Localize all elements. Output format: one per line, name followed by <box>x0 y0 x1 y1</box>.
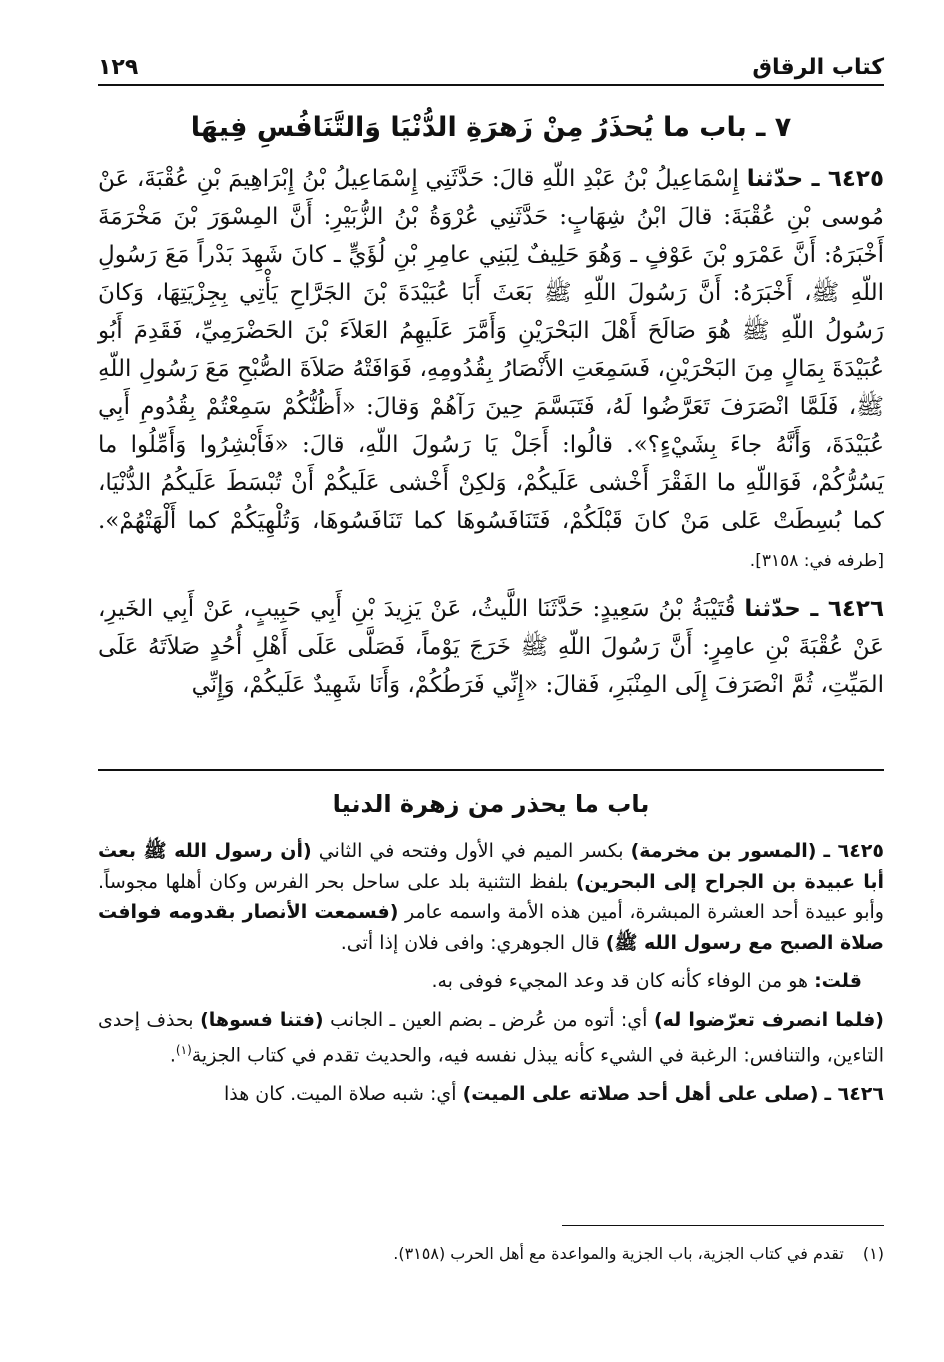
commentary-text: أي: شبه صلاة الميت. كان هذا <box>224 1082 463 1105</box>
commentary-paragraph <box>98 1005 884 1071</box>
commentary-text: بكسر الميم في الأول وفتحه في الثاني <box>311 840 631 862</box>
commentary-text: أي: أتوه من عُرض ـ بضم العين ـ الجانب <box>323 1008 654 1031</box>
footnote-text: تقدم في كتاب الجزية، باب الجزية والمواعدة مع أهل الحرب (٣١٥٨). <box>393 1244 844 1263</box>
commentary-paragraph <box>98 1079 884 1110</box>
commentary-text: بحذف إحدى التاءين، والتنافس: الرغبة في الشيء كأنه يبذل نفسه فيه، والحديث تقدم في كتاب الجزية <box>98 1008 884 1067</box>
commentary <box>98 784 884 1117</box>
commentary-text: هو من الوفاء كأنه كان قد وعد المجيء فوفى به. <box>431 970 815 992</box>
hadith-number: ٦٤٢٦ ـ حدّثنا <box>744 596 884 622</box>
quoted-term: (المسور بن مخرمة) <box>630 840 817 862</box>
cross-reference: [طرفه في: ٣١٥٨]. <box>749 551 884 571</box>
note-label: قلت: <box>814 970 862 992</box>
quoted-term: (فسمعت الأنصار بقدومه فوافت صلاة الصبح مع رسول الله ﷺ) <box>98 901 884 954</box>
entry-number: ٦٤٢٥ ـ <box>823 840 884 862</box>
footnote-marker: (١) <box>862 1244 884 1263</box>
running-title: كتاب الرقاق <box>752 55 884 80</box>
hadith-text: إِسْمَاعِيلُ بْنُ عَبْدِ اللّهِ قالَ: حَدَّثَنِي إِسْمَاعِيلُ بْنُ إِبْرَاهِيمَ بْنِ عُقْبَةَ، عَنْ مُوسى بْنِ عُقْبَةَ: قالَ ابْنُ شِهَابٍ: حَدَّثَنِي عُرْوَةُ بْنُ الزُّبَيْرِ: أَنَّ المِسْوَرَ بْنَ مَخْرَمَةَ أَخْبَرَهُ: أَنَّ عَمْرَو بْنَ عَوْفٍ ـ وَهُوَ حَلِيفٌ لِبَنِي عامِرِ بْنِ لُؤَيٍّ ـ كانَ شَهِدَ بَدْراً مَعَ رَسُولِ اللّهِ ﷺ، أَخْبَرَهُ: أَنَّ رَسُولَ اللّهِ ﷺ بَعَثَ أَبَا عُبَيْدَةَ بْنَ الجَرَّاحِ يَأْتِي بِجِزْيَتِهَا، وَكانَ رَسُولُ اللّهِ ﷺ هُوَ صَالَحَ أَهْلَ البَحْرَيْنِ وَأَمَّرَ عَلَيهِمُ العَلاَءَ بْنَ الحَضْرَمِيِّ، فَقَدِمَ أَبُو عُبَيْدَةَ بِمَالٍ مِنَ البَحْرَيْنِ، فَسَمِعَتِ الأَنْصَارُ بِقُدُومِهِ، فَوَافَتْهُ صَلاَةَ الصُّبْحِ مَعَ رَسُولِ اللّهِ ﷺ، فَلَمَّا انْصَرَفَ تَعَرَّضُوا لَهُ، فَتَبَسَّمَ حِينَ رَآهُمْ وَقالَ: «أَظُنُّكُمْ سَمِعْتُمْ بِقُدُومِ أَبِي عُبَيْدَةَ، وَأَنَّهُ جاءَ بِشَيْءٍ؟». قالُوا: أَجَلْ يَا رَسُولَ اللّهِ، قالَ: «فَأَبْشِرُوا وَأَمِّلُوا ما يَسُرُّكُمْ، فَوَاللّهِ ما الفَقْرَ أَخْشى عَلَيكُمْ، وَلكِنْ أَخْشى عَلَيكُمْ أَنْ تُبْسَطَ عَلَيكُمُ الدُّنْيَا، كما بُسِطَتْ عَلى مَنْ كانَ قَبْلَكُمْ، فَتَنَافَسُوهَا كما تَنَافَسُوهَا، وَتُلْهِيَكُمْ كما أَلْهَتْهُمْ». <box>98 166 884 534</box>
page-number: ١٢٩ <box>98 55 139 80</box>
quoted-term: (أن رسول الله ﷺ بعث أبا عبيدة بن الجراح إلى البحرين) <box>98 840 884 893</box>
footnote <box>98 1241 884 1267</box>
footnote-rule <box>562 1225 884 1226</box>
entry-number: ٦٤٢٦ ـ <box>824 1082 884 1105</box>
hadith-number: ٦٤٢٥ ـ حدّثنا <box>746 166 884 192</box>
quoted-term: (فلما انصرف تعرّضوا له) <box>653 1008 884 1031</box>
section-divider <box>98 769 884 771</box>
main-text <box>98 100 884 714</box>
commentary-text: قال الجوهري: وافى فلان إذا أتى. <box>340 931 606 954</box>
commentary-paragraph <box>98 966 884 997</box>
quoted-term: (صلى على أهل أحد صلاته على الميت) <box>462 1082 819 1105</box>
commentary-text: بلفظ التثنية بلد على ساحل بحر الفرس وكان أهلها مجوساً. وأبو عبيدة أحد العشرة المبشرة، أمين هذه الأمة واسمه عامر <box>98 870 884 923</box>
page-header <box>98 46 884 86</box>
commentary-text: . <box>169 1044 176 1067</box>
commentary-heading: باب ما يحذر من زهرة الدنيا <box>332 790 650 818</box>
footnote-reference[interactable]: (١) <box>175 1043 192 1057</box>
hadith-text: قُتَيْبَةُ بْنُ سَعِيدٍ: حَدَّثَنَا اللَّيثُ، عَنْ يَزِيدَ بْنِ أَبِي حَبِيبٍ، عَنْ أَبِي الخَيرِ، عَنْ عُقْبَةَ بْنِ عامِرٍ: أَنَّ رَسُولَ اللّهِ ﷺ خَرَجَ يَوْماً، فَصَلَّى عَلَى أَهْلِ أُحُدٍ صَلاَتَهُ عَلَى المَيِّتِ، ثُمَّ انْصَرَفَ إِلَى المِنْبَرِ، فَقالَ: «إِنِّي فَرَطُكُمْ، وَأَنَا شَهِيدٌ عَلَيكُمْ، وَإِنِّي <box>98 596 884 698</box>
hadith-6426 <box>98 590 884 704</box>
quoted-term: (فتنا فسوها) <box>200 1008 324 1031</box>
hadith-6425 <box>98 160 884 580</box>
commentary-paragraph <box>98 836 884 958</box>
chapter-heading: ٧ ـ باب ما يُحذَرُ مِنْ زَهرَةِ الدُّنْيَا وَالتَّنَافُسِ فِيهَا <box>190 112 792 143</box>
